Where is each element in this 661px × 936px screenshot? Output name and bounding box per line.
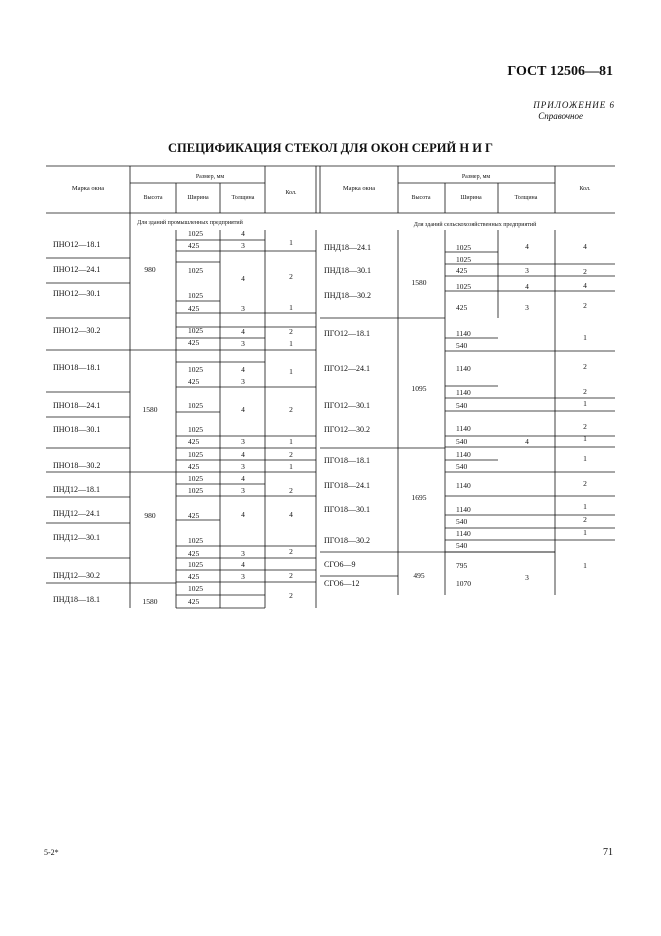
- table-cell-qty: 1: [583, 561, 587, 570]
- table-cell-thickness: 4: [241, 274, 245, 283]
- table-cell-width: 425: [188, 338, 200, 347]
- col-height-left: Высота: [143, 195, 163, 201]
- table-cell-mark: ПНД18—18.1: [53, 595, 101, 604]
- table-cell-qty: 2: [583, 387, 587, 396]
- table-cell-height: 1580: [142, 597, 158, 606]
- table-cell-width: 1025: [456, 243, 471, 252]
- page-title: СПЕЦИФИКАЦИЯ СТЕКОЛ ДЛЯ ОКОН СЕРИЙ Н И Г: [167, 141, 493, 155]
- section-right: Для зданий сельскохозяйственных предприятий: [413, 222, 537, 228]
- table-cell-width: 1025: [188, 229, 203, 238]
- table-cell-width: 425: [188, 549, 200, 558]
- table-cell-mark: СГО6—12: [324, 579, 360, 588]
- table-cell-width: 425: [188, 462, 200, 471]
- table-cell-width: 1025: [188, 474, 203, 483]
- table-cell-width: 1025: [188, 584, 203, 593]
- table-cell-width: 1025: [188, 425, 203, 434]
- table-cell-width: 1025: [188, 365, 203, 374]
- table-cell-width: 1140: [456, 505, 471, 514]
- table-cell-qty: 1: [289, 303, 293, 312]
- table-cell-width: 540: [456, 437, 468, 446]
- table-cell-qty: 2: [289, 547, 293, 556]
- table-cell-mark: ПГО18—24.1: [324, 481, 370, 490]
- table-cells: [53, 229, 587, 606]
- table-cell-thickness: 4: [241, 405, 245, 414]
- table-cell-qty: 2: [289, 327, 293, 336]
- table-cell-width: 1025: [188, 536, 203, 545]
- table-cell-mark: ПНО18—18.1: [53, 363, 101, 372]
- table-cell-qty: 4: [583, 281, 587, 290]
- table-cell-qty: 2: [583, 362, 587, 371]
- table-cell-qty: 2: [289, 272, 293, 281]
- table-cell-thickness: 3: [241, 549, 245, 558]
- table-cell-mark: ПНД18—24.1: [324, 243, 372, 252]
- table-cell-qty: 2: [583, 422, 587, 431]
- table-cell-width: 1025: [188, 560, 203, 569]
- col-size-left: Размер, мм: [195, 174, 225, 180]
- appendix-label: ПРИЛОЖЕНИЕ 6: [533, 100, 615, 110]
- table-cell-width: 1025: [188, 450, 203, 459]
- table-cell-thickness: 4: [525, 242, 529, 251]
- table-cell-width: 425: [188, 304, 200, 313]
- table-cell-width: 540: [456, 517, 468, 526]
- table-cell-qty: 2: [583, 267, 587, 276]
- table-cell-thickness: 4: [241, 229, 245, 238]
- table-cell-qty: 1: [583, 333, 587, 342]
- col-width-left: Ширина: [187, 195, 209, 201]
- table-cell-thickness: 3: [241, 377, 245, 386]
- table-cell-height: 1695: [411, 493, 427, 502]
- page-number: 71: [603, 847, 613, 858]
- table-cell-thickness: 4: [241, 450, 245, 459]
- table-cell-thickness: 3: [241, 572, 245, 581]
- table-cell-thickness: 4: [241, 327, 245, 336]
- table-cell-qty: 1: [583, 454, 587, 463]
- table-cell-mark: ПНО18—24.1: [53, 401, 101, 410]
- table-cell-qty: 1: [289, 437, 293, 446]
- table-cell-thickness: 3: [525, 573, 529, 582]
- table-cell-thickness: 3: [241, 241, 245, 250]
- table-cell-qty: 1: [289, 339, 293, 348]
- standard-number: ГОСТ 12506—81: [507, 64, 613, 79]
- table-cell-mark: ПНД12—18.1: [53, 485, 101, 494]
- table-cell-height: 1095: [411, 384, 427, 393]
- table-cell-qty: 1: [583, 502, 587, 511]
- table-cell-mark: ПНО12—30.2: [53, 326, 101, 335]
- table-cell-width: 1140: [456, 481, 471, 490]
- table-cell-mark: СГО6—9: [324, 560, 356, 569]
- table-cell-width: 540: [456, 341, 468, 350]
- table-cell-mark: ПГО18—30.1: [324, 505, 370, 514]
- table-cell-thickness: 4: [241, 560, 245, 569]
- col-thickness-left: Толщина: [231, 195, 255, 201]
- col-mark-left: Марка окна: [71, 185, 105, 192]
- col-width-right: Ширина: [460, 195, 482, 201]
- table-cell-thickness: 3: [241, 462, 245, 471]
- table-cell-width: 425: [188, 377, 200, 386]
- table-cell-height: 1580: [142, 405, 158, 414]
- table-cell-qty: 1: [583, 399, 587, 408]
- footer-signature: 5-2*: [44, 848, 59, 857]
- table-cell-qty: 4: [289, 510, 293, 519]
- table-cell-height: 1580: [411, 278, 427, 287]
- col-thickness-right: Толщина: [514, 195, 538, 201]
- table-cell-qty: 4: [583, 242, 587, 251]
- table-cell-mark: ПНД18—30.2: [324, 291, 372, 300]
- table-cell-qty: 2: [583, 515, 587, 524]
- table-cell-width: 425: [456, 266, 468, 275]
- col-qty-right: Кол.: [579, 186, 591, 192]
- table-cell-mark: ПНД12—30.2: [53, 571, 101, 580]
- table-cell-qty: 1: [289, 367, 293, 376]
- table-cell-mark: ПГО18—18.1: [324, 456, 370, 465]
- table-cell-width: 425: [456, 303, 468, 312]
- table-cell-height: 495: [413, 571, 425, 580]
- table-cell-mark: ПГО12—24.1: [324, 364, 370, 373]
- section-left: Для зданий промышленных предприятий: [137, 220, 243, 226]
- table-cell-qty: 2: [289, 405, 293, 414]
- col-size-right: Размер, мм: [461, 174, 491, 180]
- table-cell-width: 425: [188, 241, 200, 250]
- table-cell-qty: 2: [289, 450, 293, 459]
- table-cell-mark: ПГО12—30.1: [324, 401, 370, 410]
- table-cell-qty: 2: [289, 591, 293, 600]
- appendix-note: Справочное: [538, 111, 583, 121]
- table-cell-width: 540: [456, 401, 468, 410]
- table-cell-width: 1025: [188, 291, 203, 300]
- table-cell-width: 1025: [456, 255, 471, 264]
- table-cell-qty: 2: [583, 479, 587, 488]
- table-cell-thickness: 4: [241, 510, 245, 519]
- table-cell-mark: ПНО12—18.1: [53, 240, 101, 249]
- table-cell-mark: ПНО18—30.2: [53, 461, 101, 470]
- table-cell-width: 1070: [456, 579, 471, 588]
- table-cell-qty: 1: [289, 238, 293, 247]
- table-cell-width: 1025: [188, 266, 203, 275]
- table-cell-width: 425: [188, 572, 200, 581]
- table-cell-height: 980: [144, 265, 156, 274]
- table-cell-mark: ПНД12—24.1: [53, 509, 101, 518]
- table-cell-width: 1140: [456, 388, 471, 397]
- table-cell-width: 425: [188, 597, 200, 606]
- table-cell-mark: ПНО18—30.1: [53, 425, 101, 434]
- table-cell-height: 980: [144, 511, 156, 520]
- table-cell-thickness: 3: [525, 303, 529, 312]
- table-cell-qty: 2: [583, 301, 587, 310]
- table-cell-thickness: 3: [241, 437, 245, 446]
- table-cell-mark: ПНД18—30.1: [324, 266, 372, 275]
- table-cell-width: 795: [456, 561, 468, 570]
- table-cell-mark: ПГО12—18.1: [324, 329, 370, 338]
- table-cell-qty: 1: [289, 462, 293, 471]
- col-mark-right: Марка окна: [342, 185, 376, 192]
- table-cell-width: 425: [188, 511, 200, 520]
- col-height-right: Высота: [411, 195, 431, 201]
- table-cell-width: 540: [456, 541, 468, 550]
- table-cell-width: 1140: [456, 329, 471, 338]
- table-cell-thickness: 4: [525, 282, 529, 291]
- table-cell-thickness: 3: [241, 339, 245, 348]
- table-cell-width: 1025: [188, 486, 203, 495]
- table-cell-width: 1025: [188, 326, 203, 335]
- table-cell-thickness: 4: [241, 365, 245, 374]
- table-cell-mark: ПНО12—30.1: [53, 289, 101, 298]
- table-cell-thickness: 3: [241, 304, 245, 313]
- table-cell-qty: 2: [289, 571, 293, 580]
- table-cell-width: 1025: [456, 282, 471, 291]
- table-cell-width: 1140: [456, 364, 471, 373]
- table-cell-thickness: 4: [241, 474, 245, 483]
- table-cell-mark: ПГО12—30.2: [324, 425, 370, 434]
- table-cell-mark: ПНО12—24.1: [53, 265, 101, 274]
- col-qty-left: Кол.: [285, 190, 297, 196]
- table-cell-mark: ПНД12—30.1: [53, 533, 101, 542]
- table-cell-width: 1140: [456, 529, 471, 538]
- table-cell-width: 1140: [456, 424, 471, 433]
- table-cell-thickness: 4: [525, 437, 529, 446]
- table-cell-mark: ПГО18—30.2: [324, 536, 370, 545]
- table-cell-width: 540: [456, 462, 468, 471]
- table-cell-thickness: 3: [241, 486, 245, 495]
- table-cell-width: 425: [188, 437, 200, 446]
- table-cell-width: 1140: [456, 450, 471, 459]
- table-cell-qty: 1: [583, 434, 587, 443]
- table-cell-width: 1025: [188, 401, 203, 410]
- table-cell-qty: 2: [289, 486, 293, 495]
- table-cell-thickness: 3: [525, 266, 529, 275]
- table-cell-qty: 1: [583, 528, 587, 537]
